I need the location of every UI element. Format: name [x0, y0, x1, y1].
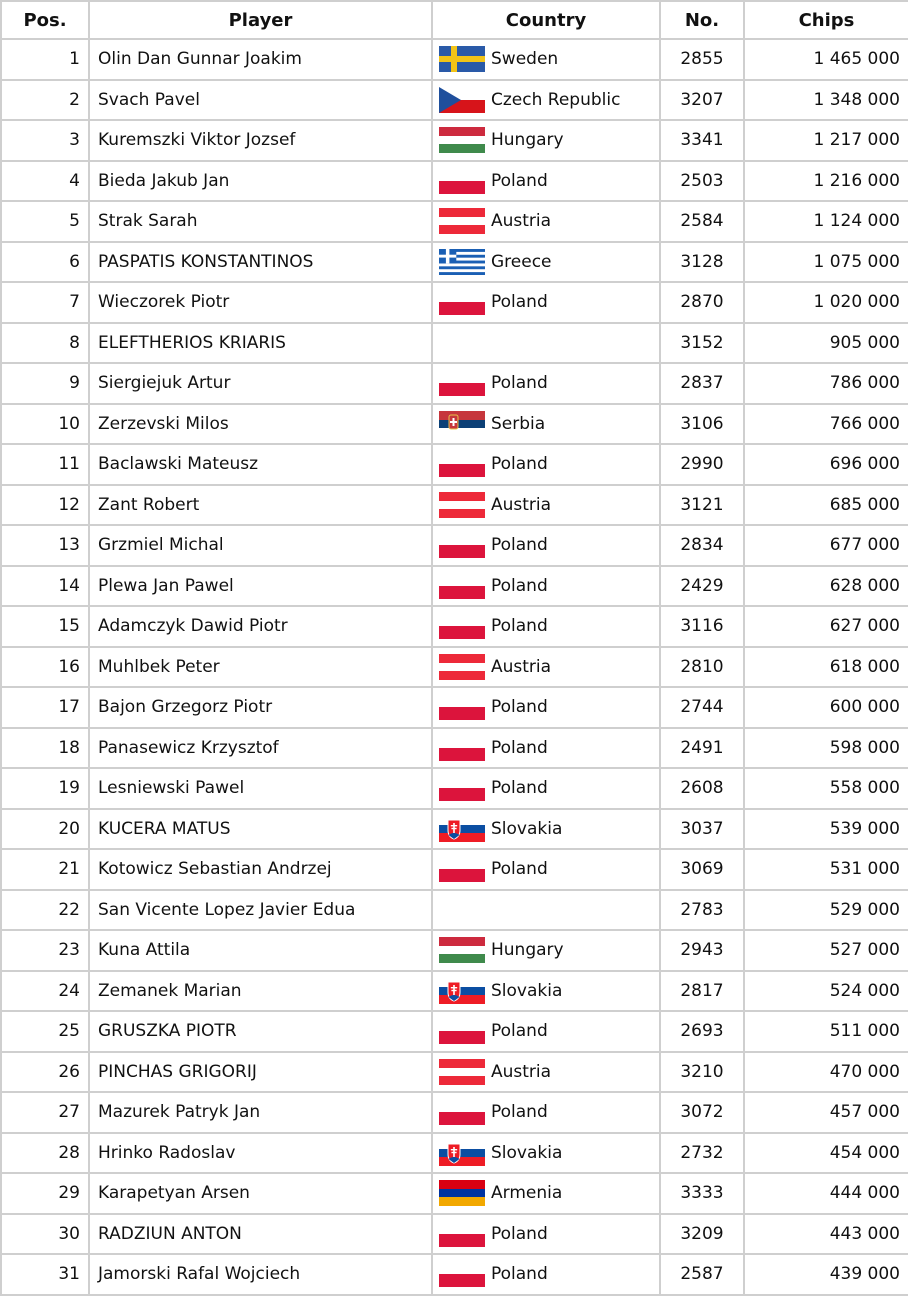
serbia-flag-icon	[439, 411, 485, 437]
country-cell	[432, 1052, 660, 1093]
country-cell	[432, 1133, 660, 1174]
pos-cell: 29	[1, 1173, 89, 1214]
player-cell: Kuremszki Viktor Jozsef	[89, 120, 432, 161]
pos-cell: 12	[1, 485, 89, 526]
country-cell	[432, 282, 660, 323]
player-cell: Wieczorek Piotr	[89, 282, 432, 323]
country-wrap	[439, 208, 651, 234]
slovakia-flag-icon	[439, 978, 485, 1004]
country-cell	[432, 606, 660, 647]
table-row	[1, 444, 908, 485]
poland-flag-icon	[439, 532, 485, 558]
player-number-cell: 3121	[660, 485, 744, 526]
country-name: Poland	[491, 454, 548, 475]
player-cell: Karapetyan Arsen	[89, 1173, 432, 1214]
table-row	[1, 120, 908, 161]
austria-flag-icon	[439, 492, 485, 518]
poland-flag-icon	[439, 1018, 485, 1044]
country-wrap	[439, 168, 651, 194]
pos-cell: 6	[1, 242, 89, 283]
player-cell: Panasewicz Krzysztof	[89, 728, 432, 769]
pos-cell: 27	[1, 1092, 89, 1133]
country-cell	[432, 485, 660, 526]
table-row	[1, 1011, 908, 1052]
table-row	[1, 485, 908, 526]
country-name: Czech Republic	[491, 89, 621, 110]
country-name: Poland	[491, 1021, 548, 1042]
table-row	[1, 768, 908, 809]
country-name: Poland	[491, 170, 548, 191]
country-wrap	[439, 330, 651, 356]
country-name: Greece	[491, 251, 552, 272]
pos-cell: 4	[1, 161, 89, 202]
country-wrap	[439, 492, 651, 518]
austria-flag-icon	[439, 208, 485, 234]
armenia-flag-icon	[439, 1180, 485, 1206]
country-name: Slovakia	[491, 818, 563, 839]
chips-cell: 1 217 000	[744, 120, 908, 161]
player-number-cell: 2608	[660, 768, 744, 809]
country-name: Hungary	[491, 940, 564, 961]
country-cell	[432, 363, 660, 404]
table-row	[1, 728, 908, 769]
country-name: Poland	[491, 1264, 548, 1285]
pos-cell: 7	[1, 282, 89, 323]
country-wrap	[439, 411, 651, 437]
chips-cell: 443 000	[744, 1214, 908, 1255]
country-cell	[432, 768, 660, 809]
country-wrap	[439, 249, 651, 275]
pos-cell: 11	[1, 444, 89, 485]
poland-flag-icon	[439, 1261, 485, 1287]
player-cell: Strak Sarah	[89, 201, 432, 242]
country-wrap	[439, 1261, 651, 1287]
country-wrap	[439, 532, 651, 558]
country-cell	[432, 80, 660, 121]
player-number-cell: 3116	[660, 606, 744, 647]
player-number-cell: 2491	[660, 728, 744, 769]
country-cell	[432, 1011, 660, 1052]
pos-cell: 19	[1, 768, 89, 809]
country-cell	[432, 809, 660, 850]
player-number-cell: 2744	[660, 687, 744, 728]
country-cell	[432, 161, 660, 202]
player-number-cell: 2693	[660, 1011, 744, 1052]
country-wrap	[439, 694, 651, 720]
player-number-cell: 2834	[660, 525, 744, 566]
country-wrap	[439, 127, 651, 153]
country-cell	[432, 323, 660, 364]
hungary-flag-icon	[439, 127, 485, 153]
table-row	[1, 930, 908, 971]
country-name: Poland	[491, 535, 548, 556]
country-wrap	[439, 856, 651, 882]
player-number-cell: 3069	[660, 849, 744, 890]
country-cell	[432, 890, 660, 931]
country-name: Austria	[491, 656, 552, 677]
player-cell: RADZIUN ANTON	[89, 1214, 432, 1255]
header-player[interactable]: Player	[89, 1, 432, 39]
player-cell: Olin Dan Gunnar Joakim	[89, 39, 432, 80]
country-name: Poland	[491, 778, 548, 799]
country-wrap	[439, 451, 651, 477]
player-number-cell: 3207	[660, 80, 744, 121]
country-wrap	[439, 897, 651, 923]
player-cell: Bieda Jakub Jan	[89, 161, 432, 202]
greece-flag-icon	[439, 249, 485, 275]
country-name: Slovakia	[491, 1142, 563, 1163]
player-cell: Zerzevski Milos	[89, 404, 432, 445]
country-name: Poland	[491, 616, 548, 637]
player-number-cell: 2732	[660, 1133, 744, 1174]
poland-flag-icon	[439, 694, 485, 720]
country-name: Sweden	[491, 49, 559, 70]
player-number-cell: 2817	[660, 971, 744, 1012]
poland-flag-icon	[439, 775, 485, 801]
country-name: Austria	[491, 1061, 552, 1082]
country-name: Austria	[491, 494, 552, 515]
chips-cell: 524 000	[744, 971, 908, 1012]
pos-cell: 17	[1, 687, 89, 728]
chips-cell: 685 000	[744, 485, 908, 526]
country-wrap	[439, 573, 651, 599]
pos-cell: 2	[1, 80, 89, 121]
poland-flag-icon	[439, 370, 485, 396]
pos-cell: 3	[1, 120, 89, 161]
table-row	[1, 1052, 908, 1093]
pos-cell: 8	[1, 323, 89, 364]
pos-cell: 30	[1, 1214, 89, 1255]
player-cell: Muhlbek Peter	[89, 647, 432, 688]
header-country[interactable]: Country	[432, 1, 660, 39]
player-cell: Lesniewski Pawel	[89, 768, 432, 809]
table-row	[1, 1254, 908, 1295]
country-cell	[432, 39, 660, 80]
chips-cell: 454 000	[744, 1133, 908, 1174]
pos-cell: 26	[1, 1052, 89, 1093]
chips-cell: 766 000	[744, 404, 908, 445]
player-number-cell: 2783	[660, 890, 744, 931]
chips-cell: 1 075 000	[744, 242, 908, 283]
player-number-cell: 2837	[660, 363, 744, 404]
country-cell	[432, 728, 660, 769]
player-number-cell: 2503	[660, 161, 744, 202]
country-cell	[432, 242, 660, 283]
austria-flag-icon	[439, 1059, 485, 1085]
player-cell: Baclawski Mateusz	[89, 444, 432, 485]
table-row	[1, 282, 908, 323]
country-cell	[432, 1092, 660, 1133]
header-chips[interactable]: Chips	[744, 1, 908, 39]
chips-cell: 439 000	[744, 1254, 908, 1295]
player-number-cell: 3128	[660, 242, 744, 283]
chips-cell: 457 000	[744, 1092, 908, 1133]
country-name: Hungary	[491, 130, 564, 151]
table-row	[1, 1092, 908, 1133]
chips-cell: 696 000	[744, 444, 908, 485]
chips-cell: 539 000	[744, 809, 908, 850]
table-row	[1, 525, 908, 566]
player-cell: Zemanek Marian	[89, 971, 432, 1012]
poland-flag-icon	[439, 856, 485, 882]
chips-cell: 1 124 000	[744, 201, 908, 242]
player-number-cell: 3209	[660, 1214, 744, 1255]
header-pos[interactable]: Pos.	[1, 1, 89, 39]
table-row	[1, 849, 908, 890]
player-cell: PASPATIS KONSTANTINOS	[89, 242, 432, 283]
table-row	[1, 242, 908, 283]
pos-cell: 14	[1, 566, 89, 607]
country-cell	[432, 971, 660, 1012]
pos-cell: 21	[1, 849, 89, 890]
chips-cell: 511 000	[744, 1011, 908, 1052]
country-wrap	[439, 613, 651, 639]
country-name: Poland	[491, 737, 548, 758]
country-name: Slovakia	[491, 980, 563, 1001]
player-cell: Hrinko Radoslav	[89, 1133, 432, 1174]
poland-flag-icon	[439, 573, 485, 599]
hungary-flag-icon	[439, 937, 485, 963]
player-number-cell: 2429	[660, 566, 744, 607]
player-cell: Kotowicz Sebastian Andrzej	[89, 849, 432, 890]
country-name: Poland	[491, 575, 548, 596]
pos-cell: 28	[1, 1133, 89, 1174]
chips-cell: 558 000	[744, 768, 908, 809]
player-number-cell: 2990	[660, 444, 744, 485]
player-cell: Svach Pavel	[89, 80, 432, 121]
player-cell: Mazurek Patryk Jan	[89, 1092, 432, 1133]
player-number-cell: 2855	[660, 39, 744, 80]
chips-cell: 444 000	[744, 1173, 908, 1214]
slovakia-flag-icon	[439, 1140, 485, 1166]
country-cell	[432, 120, 660, 161]
chips-cell: 786 000	[744, 363, 908, 404]
table-row	[1, 1173, 908, 1214]
table-row	[1, 971, 908, 1012]
country-wrap	[439, 937, 651, 963]
poland-flag-icon	[439, 451, 485, 477]
country-wrap	[439, 289, 651, 315]
country-cell	[432, 201, 660, 242]
table-row	[1, 363, 908, 404]
table-row	[1, 1133, 908, 1174]
country-wrap	[439, 1180, 651, 1206]
table-row	[1, 687, 908, 728]
chips-cell: 600 000	[744, 687, 908, 728]
pos-cell: 10	[1, 404, 89, 445]
player-cell: San Vicente Lopez Javier Edua	[89, 890, 432, 931]
chips-cell: 1 020 000	[744, 282, 908, 323]
player-cell: Jamorski Rafal Wojciech	[89, 1254, 432, 1295]
country-cell	[432, 444, 660, 485]
pos-cell: 15	[1, 606, 89, 647]
table-body	[1, 39, 908, 1295]
country-cell	[432, 1214, 660, 1255]
country-name: Poland	[491, 373, 548, 394]
player-number-cell: 3341	[660, 120, 744, 161]
country-wrap	[439, 46, 651, 72]
chips-cell: 627 000	[744, 606, 908, 647]
chips-cell: 531 000	[744, 849, 908, 890]
pos-cell: 9	[1, 363, 89, 404]
country-wrap	[439, 1099, 651, 1125]
country-cell	[432, 1254, 660, 1295]
chips-cell: 598 000	[744, 728, 908, 769]
player-number-cell: 3037	[660, 809, 744, 850]
country-name: Armenia	[491, 1183, 563, 1204]
poland-flag-icon	[439, 1099, 485, 1125]
czech-flag-icon	[439, 87, 485, 113]
player-number-cell: 3072	[660, 1092, 744, 1133]
player-cell: Grzmiel Michal	[89, 525, 432, 566]
country-name: Poland	[491, 859, 548, 880]
austria-flag-icon	[439, 654, 485, 680]
slovakia-flag-icon	[439, 816, 485, 842]
player-cell: Zant Robert	[89, 485, 432, 526]
pos-cell: 20	[1, 809, 89, 850]
player-number-cell: 3106	[660, 404, 744, 445]
country-name: Poland	[491, 292, 548, 313]
country-wrap	[439, 87, 651, 113]
poland-flag-icon	[439, 735, 485, 761]
table-row	[1, 80, 908, 121]
chips-cell: 1 348 000	[744, 80, 908, 121]
header-no[interactable]: No.	[660, 1, 744, 39]
poland-flag-icon	[439, 1221, 485, 1247]
country-cell	[432, 1173, 660, 1214]
country-cell	[432, 930, 660, 971]
player-cell: Plewa Jan Pawel	[89, 566, 432, 607]
country-cell	[432, 566, 660, 607]
pos-cell: 18	[1, 728, 89, 769]
player-cell: Siergiejuk Artur	[89, 363, 432, 404]
player-number-cell: 3210	[660, 1052, 744, 1093]
country-name: Austria	[491, 211, 552, 232]
country-wrap	[439, 775, 651, 801]
player-cell: Adamczyk Dawid Piotr	[89, 606, 432, 647]
table-row	[1, 161, 908, 202]
country-name: Poland	[491, 697, 548, 718]
table-row	[1, 404, 908, 445]
pos-cell: 13	[1, 525, 89, 566]
country-wrap	[439, 735, 651, 761]
table-row	[1, 201, 908, 242]
table-row	[1, 39, 908, 80]
table-row	[1, 606, 908, 647]
country-wrap	[439, 1140, 651, 1166]
player-cell: GRUSZKA PIOTR	[89, 1011, 432, 1052]
chips-cell: 1 216 000	[744, 161, 908, 202]
chips-cell: 1 465 000	[744, 39, 908, 80]
pos-cell: 25	[1, 1011, 89, 1052]
poland-flag-icon	[439, 289, 485, 315]
country-wrap	[439, 370, 651, 396]
poland-flag-icon	[439, 168, 485, 194]
poland-flag-icon	[439, 613, 485, 639]
pos-cell: 16	[1, 647, 89, 688]
country-wrap	[439, 978, 651, 1004]
chips-cell: 529 000	[744, 890, 908, 931]
player-cell: Bajon Grzegorz Piotr	[89, 687, 432, 728]
pos-cell: 22	[1, 890, 89, 931]
chips-cell: 677 000	[744, 525, 908, 566]
table-row	[1, 566, 908, 607]
country-name: Serbia	[491, 413, 546, 434]
player-cell: Kuna Attila	[89, 930, 432, 971]
pos-cell: 5	[1, 201, 89, 242]
table-row	[1, 323, 908, 364]
player-number-cell: 2584	[660, 201, 744, 242]
player-number-cell: 2587	[660, 1254, 744, 1295]
country-cell	[432, 404, 660, 445]
player-number-cell: 2943	[660, 930, 744, 971]
chips-cell: 628 000	[744, 566, 908, 607]
sweden-flag-icon	[439, 46, 485, 72]
pos-cell: 23	[1, 930, 89, 971]
country-cell	[432, 849, 660, 890]
country-wrap	[439, 816, 651, 842]
table-row	[1, 890, 908, 931]
country-name: Poland	[491, 1223, 548, 1244]
header-row	[1, 1, 908, 39]
country-wrap	[439, 1018, 651, 1044]
chips-cell: 905 000	[744, 323, 908, 364]
chips-cell: 618 000	[744, 647, 908, 688]
table-row	[1, 1214, 908, 1255]
table-row	[1, 647, 908, 688]
pos-cell: 1	[1, 39, 89, 80]
country-wrap	[439, 1221, 651, 1247]
chips-cell: 470 000	[744, 1052, 908, 1093]
chips-cell: 527 000	[744, 930, 908, 971]
country-cell	[432, 525, 660, 566]
player-cell: KUCERA MATUS	[89, 809, 432, 850]
player-number-cell: 3333	[660, 1173, 744, 1214]
player-number-cell: 2870	[660, 282, 744, 323]
table-row	[1, 809, 908, 850]
player-number-cell: 3152	[660, 323, 744, 364]
country-name: Poland	[491, 1102, 548, 1123]
pos-cell: 31	[1, 1254, 89, 1295]
player-cell: PINCHAS GRIGORIJ	[89, 1052, 432, 1093]
country-wrap	[439, 654, 651, 680]
player-cell: ELEFTHERIOS KRIARIS	[89, 323, 432, 364]
country-cell	[432, 647, 660, 688]
player-number-cell: 2810	[660, 647, 744, 688]
country-wrap	[439, 1059, 651, 1085]
country-cell	[432, 687, 660, 728]
pos-cell: 24	[1, 971, 89, 1012]
